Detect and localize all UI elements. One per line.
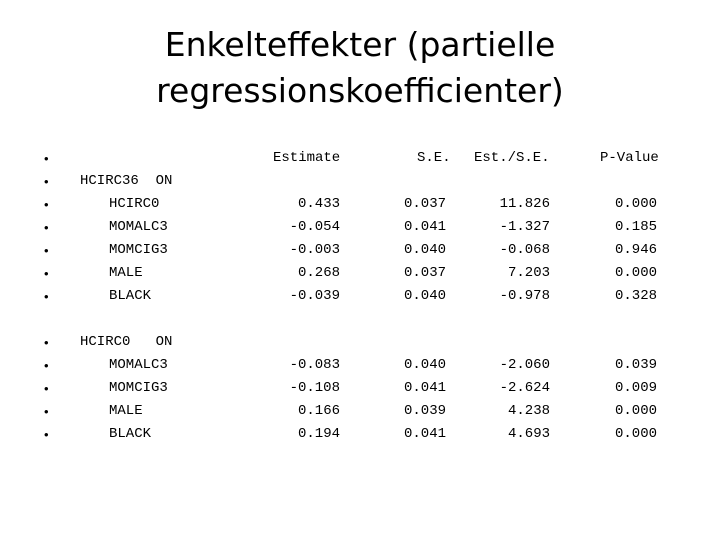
variable-name: BLACK (109, 426, 152, 442)
bullet-icon: • (44, 289, 49, 304)
bullet-icon: • (44, 358, 49, 373)
estimate-value: 0.433 (297, 196, 340, 212)
bullet-icon: • (44, 243, 49, 258)
estimate-value: -0.083 (289, 357, 340, 373)
ratio-value: 4.693 (507, 426, 550, 442)
title-line-1: Enkelteffekter (partielle (164, 25, 556, 64)
table-row (0, 216, 720, 239)
group2-label-row (0, 331, 720, 354)
estimate-value: -0.039 (289, 288, 340, 304)
ratio-value: 11.826 (499, 196, 550, 212)
table-row (0, 377, 720, 400)
header-ratio: Est./S.E. (474, 150, 550, 166)
se-value: 0.037 (403, 265, 446, 281)
ratio-value: -2.060 (499, 357, 550, 373)
se-value: 0.040 (403, 288, 446, 304)
estimate-value: -0.108 (289, 380, 340, 396)
bullet-icon: • (44, 174, 49, 189)
estimate-value: 0.268 (297, 265, 340, 281)
ratio-value: -0.978 (499, 288, 550, 304)
bullet-icon: • (44, 427, 49, 442)
pvalue-value: 0.000 (614, 426, 657, 442)
variable-name: BLACK (109, 288, 152, 304)
variable-name: MOMALC3 (109, 219, 168, 235)
bullet-icon: • (44, 381, 49, 396)
header-se: S.E. (417, 150, 451, 166)
variable-name: MOMCIG3 (109, 242, 168, 258)
estimate-value: -0.003 (289, 242, 340, 258)
header-estimate: Estimate (273, 150, 341, 166)
table-row (0, 423, 720, 446)
pvalue-value: 0.009 (614, 380, 657, 396)
table-row (0, 285, 720, 308)
bullet-icon: • (44, 266, 49, 281)
se-value: 0.041 (403, 380, 446, 396)
ratio-value: -0.068 (499, 242, 550, 258)
title-line-2: regressionskoefficienter) (156, 71, 564, 110)
header-pvalue: P-Value (600, 150, 659, 166)
bullet-icon: • (44, 151, 49, 166)
pvalue-value: 0.328 (614, 288, 657, 304)
table-row (0, 400, 720, 423)
estimate-value: 0.166 (297, 403, 340, 419)
se-value: 0.040 (403, 357, 446, 373)
table-row (0, 354, 720, 377)
table-row (0, 193, 720, 216)
variable-name: MOMCIG3 (109, 380, 168, 396)
pvalue-value: 0.000 (614, 403, 657, 419)
variable-name: MALE (109, 265, 143, 281)
bullet-icon: • (44, 220, 49, 235)
variable-name: MOMALC3 (109, 357, 168, 373)
ratio-value: 7.203 (507, 265, 550, 281)
estimate-value: 0.194 (297, 426, 340, 442)
group2-label: HCIRC0 ON (80, 334, 173, 350)
bullet-icon: • (44, 197, 49, 212)
bullet-icon: • (44, 335, 49, 350)
se-value: 0.039 (403, 403, 446, 419)
pvalue-value: 0.185 (614, 219, 657, 235)
header-row (0, 147, 720, 170)
bullet-icon: • (44, 404, 49, 419)
group1-label: HCIRC36 ON (80, 173, 173, 189)
slide-title (0, 22, 720, 114)
se-value: 0.041 (403, 426, 446, 442)
group1-label-row (0, 170, 720, 193)
se-value: 0.037 (403, 196, 446, 212)
table-row (0, 239, 720, 262)
variable-name: HCIRC0 (109, 196, 160, 212)
se-value: 0.041 (403, 219, 446, 235)
pvalue-value: 0.000 (614, 265, 657, 281)
pvalue-value: 0.946 (614, 242, 657, 258)
ratio-value: -2.624 (499, 380, 550, 396)
ratio-value: -1.327 (499, 219, 550, 235)
ratio-value: 4.238 (507, 403, 550, 419)
pvalue-value: 0.000 (614, 196, 657, 212)
estimate-value: -0.054 (289, 219, 340, 235)
pvalue-value: 0.039 (614, 357, 657, 373)
variable-name: MALE (109, 403, 143, 419)
se-value: 0.040 (403, 242, 446, 258)
table-row (0, 262, 720, 285)
